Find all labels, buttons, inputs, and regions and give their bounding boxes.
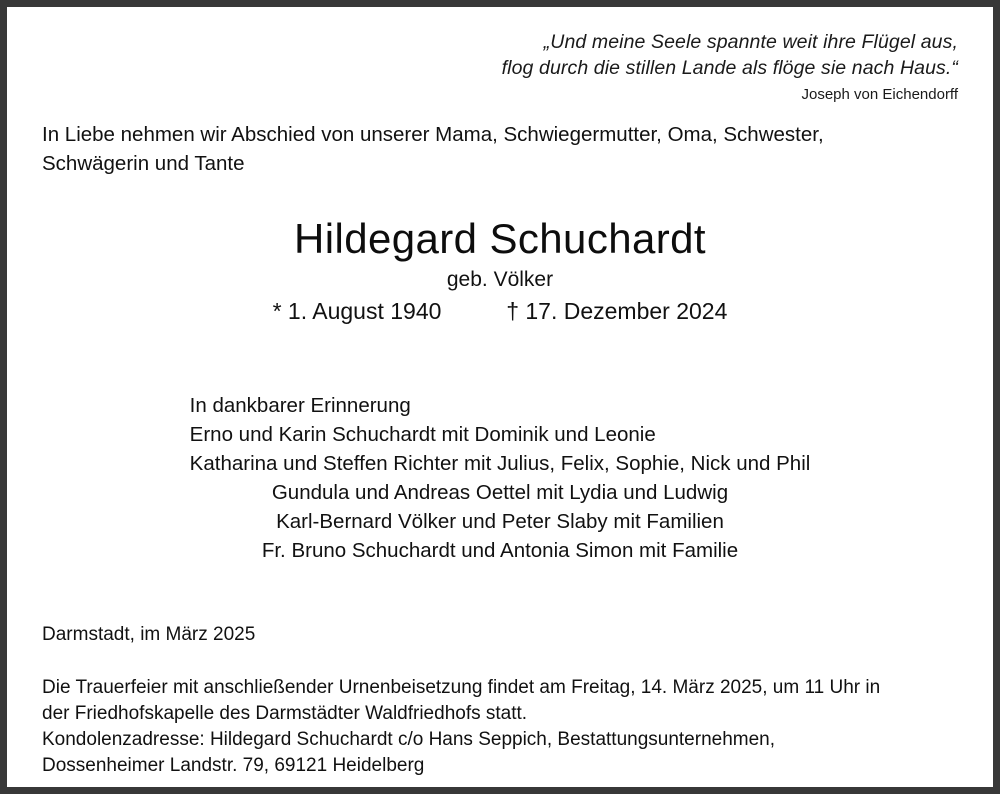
service-line-2: der Friedhofskapelle des Darmstädter Waldfriedhofs statt.	[42, 703, 528, 724]
mourners-block	[7, 391, 993, 565]
mourners-line: Fr. Bruno Schuchardt und Antonia Simon mit Familie	[261, 539, 739, 562]
mourners-inner	[190, 391, 811, 565]
epigraph-block	[318, 29, 958, 104]
service-details-block	[42, 675, 954, 779]
epigraph-line-2: flog durch die stillen Lande als flöge sie nach Haus.“	[501, 57, 958, 79]
deceased-block	[7, 213, 993, 326]
mourners-line: Erno und Karin Schuchardt mit Dominik und Leonie	[189, 423, 656, 446]
obituary-card	[7, 7, 993, 787]
intro-paragraph	[42, 120, 952, 178]
birth-date: * 1. August 1940	[272, 298, 442, 324]
intro-line-1: In Liebe nehmen wir Abschied von unserer Mama, Schwiegermutter, Oma, Schwester,	[42, 123, 824, 146]
mourners-line: Karl-Bernard Völker und Peter Slaby mit Familien	[276, 510, 724, 533]
deceased-name: Hildegard Schuchardt	[294, 215, 706, 262]
mourners-heading: In dankbarer Erinnerung	[189, 394, 411, 417]
service-paragraph	[42, 675, 954, 727]
death-date: † 17. Dezember 2024	[506, 298, 728, 324]
service-line-1: Die Trauerfeier mit anschließender Urnenbeisetzung findet am Freitag, 14. März 2025, um 11 Uhr in	[42, 677, 881, 698]
service-line-4: Dossenheimer Landstr. 79, 69121 Heidelberg	[42, 755, 425, 776]
deceased-dates	[7, 296, 993, 326]
epigraph-line-1: „Und meine Seele spannte weit ihre Flügel aus,	[543, 31, 958, 53]
deceased-maiden-name: geb. Völker	[446, 268, 554, 291]
intro-line-2: Schwägerin und Tante	[42, 152, 245, 175]
service-line-3: Kondolenzadresse: Hildegard Schuchardt c/o Hans Seppich, Bestattungsunternehmen,	[42, 729, 776, 750]
place-and-date: Darmstadt, im März 2025	[42, 624, 256, 645]
mourners-line: Gundula und Andreas Oettel mit Lydia und Ludwig	[271, 481, 729, 504]
mourners-line: Katharina und Steffen Richter mit Julius, Felix, Sophie, Nick und Phil	[189, 452, 811, 475]
epigraph-author: Joseph von Eichendorff	[801, 86, 958, 103]
